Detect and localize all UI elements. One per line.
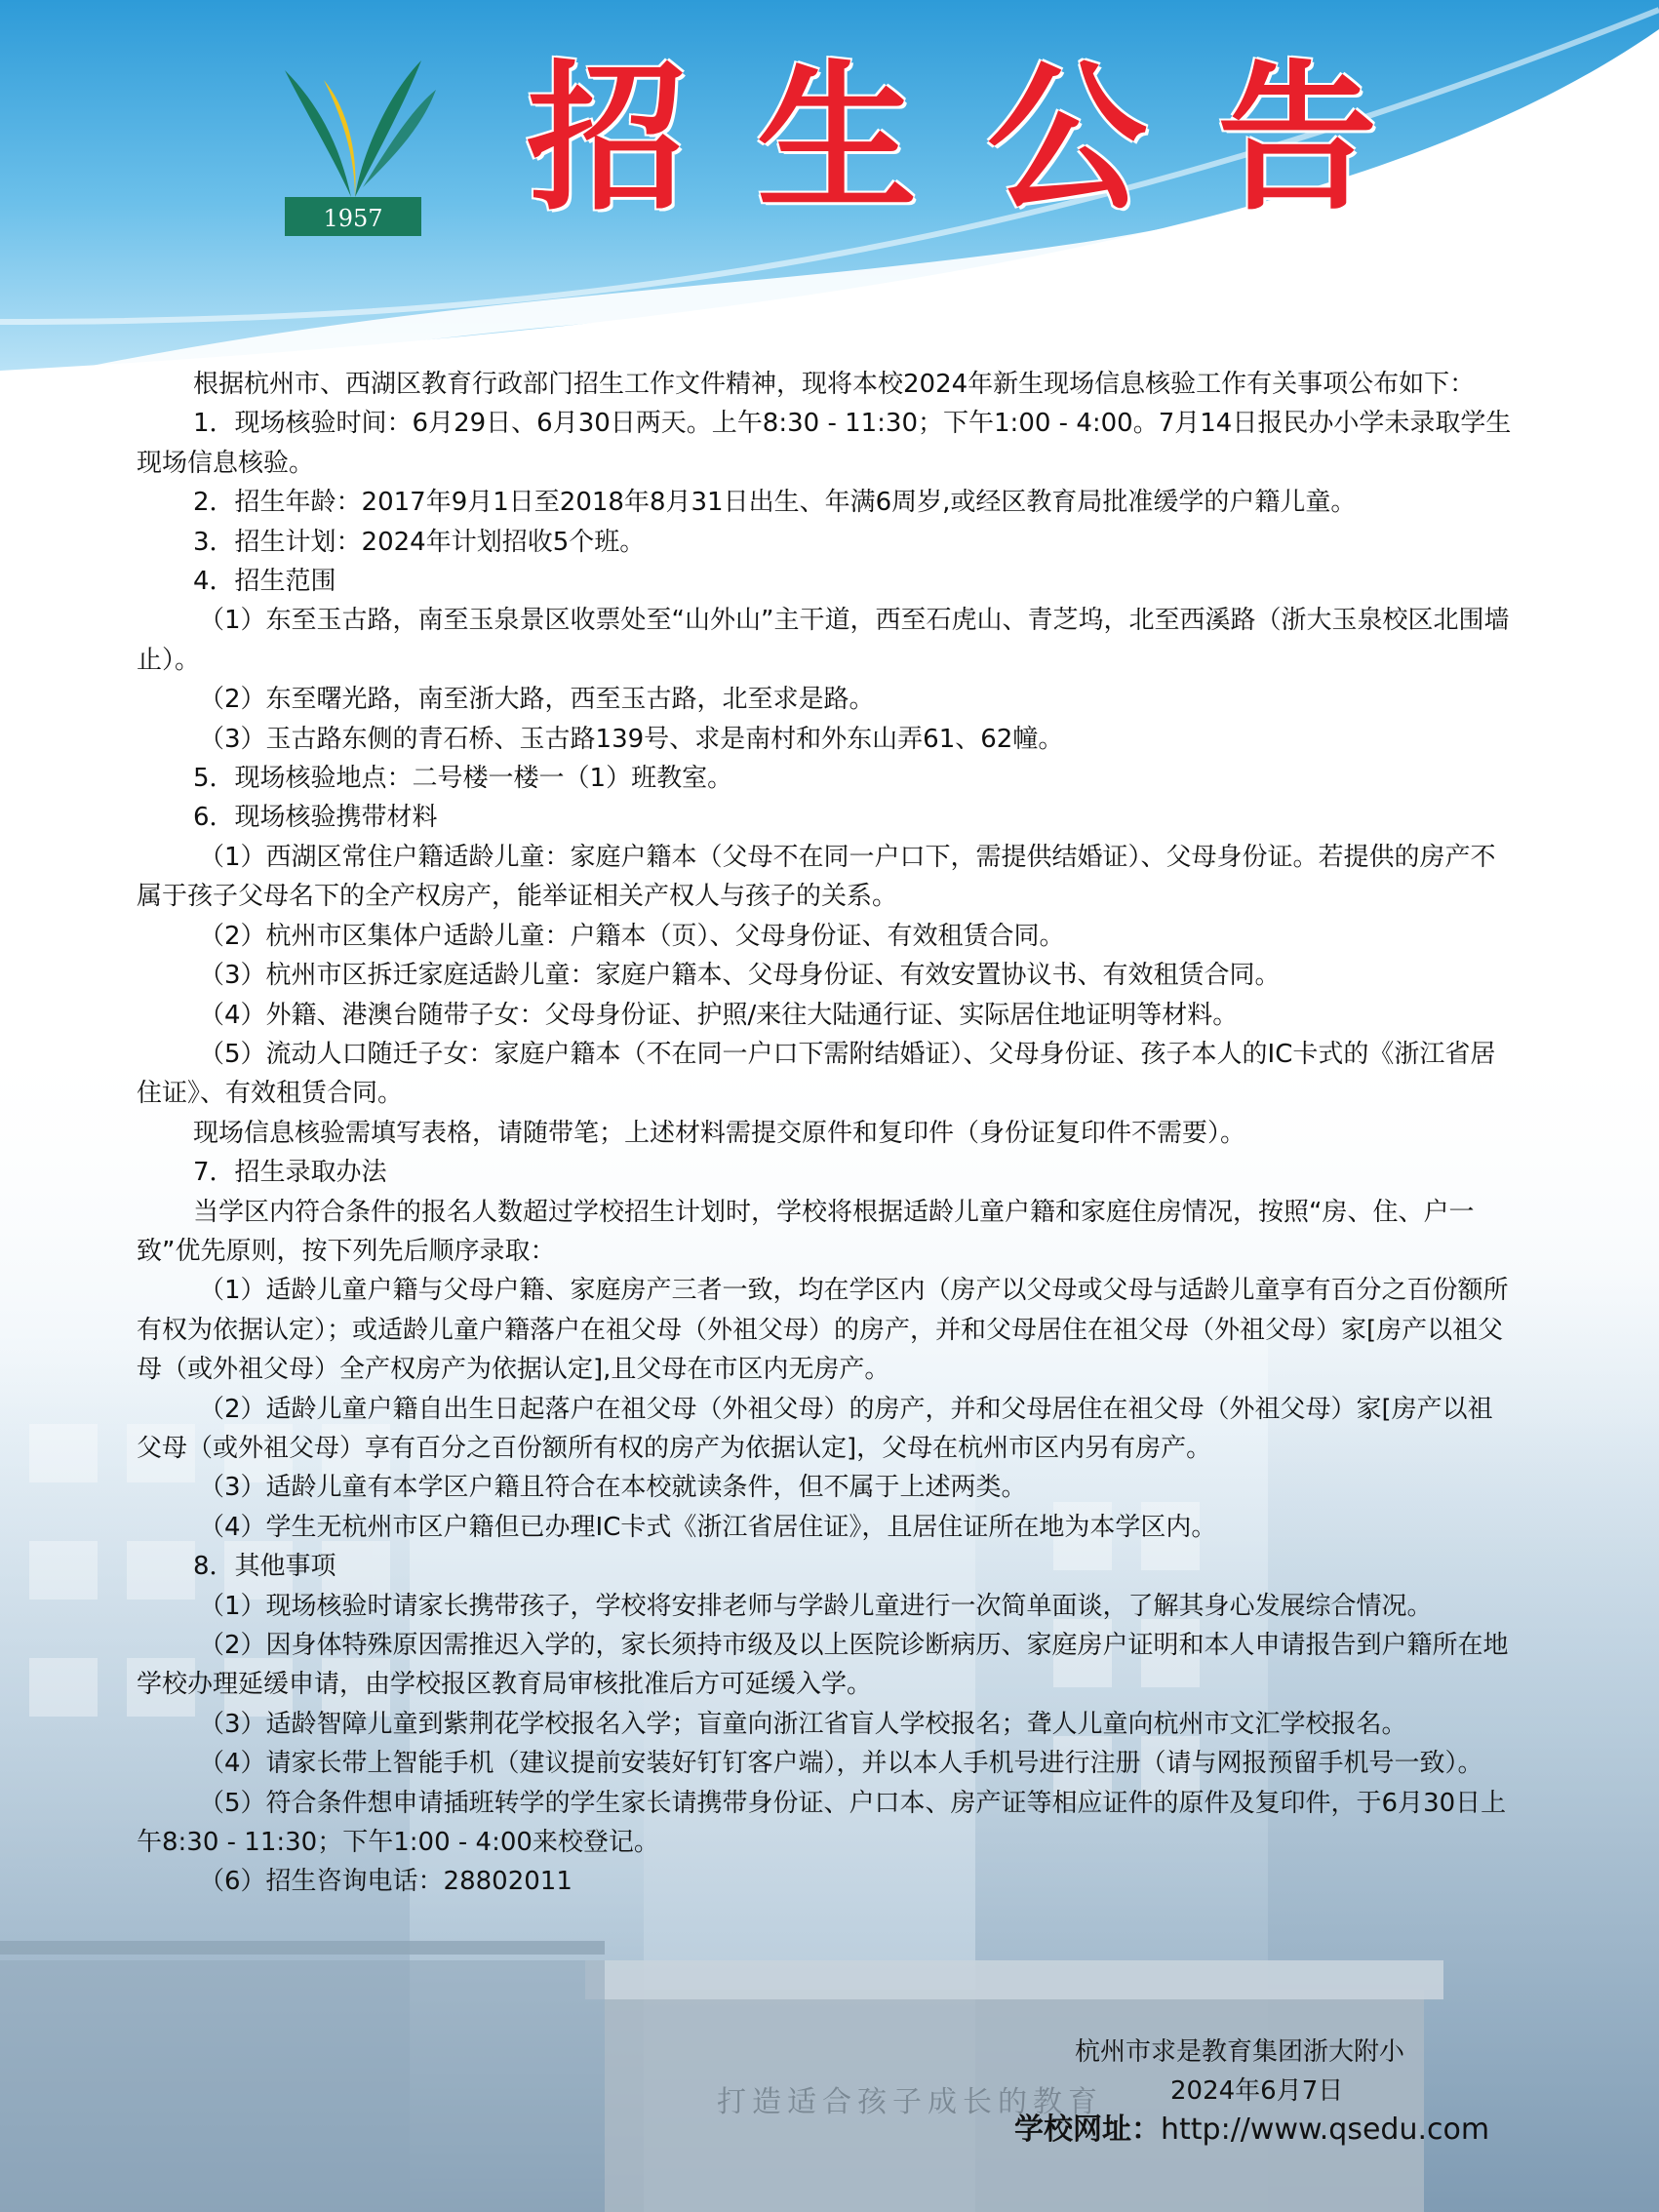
paragraph: （3）适龄儿童有本学区户籍且符合在本校就读条件，但不属于上述两类。 <box>199 1473 1027 1503</box>
paragraph: （4）外籍、港澳台随带子女：父母身份证、护照/来往大陆通行证、实际居住地证明等材料。 <box>199 1000 1239 1030</box>
paragraph: （3）玉古路东侧的青石桥、玉古路139号、求是南村和外东山弄61、62幢。 <box>199 724 1064 754</box>
paragraph: 现场信息核验需填写表格，请随带笔；上述材料需提交原件和复印件（身份证复印件不需要）。 <box>193 1118 1246 1148</box>
website-line <box>1014 2111 1521 2150</box>
paragraph: 5．现场核验地点：二号楼一楼一（1）班教室。 <box>193 764 733 794</box>
stone-slogan: 打造适合孩子成长的教育 <box>717 2085 1103 2119</box>
logo-year: 1957 <box>323 205 383 232</box>
paragraph: （5）符合条件想申请插班转学的学生家长请携带身份证、户口本、房产证等相应证件的原件及复印件，于6月30日上午8:30 - 11:30；下午1:00 - 4:00来校登记。 <box>137 1788 1507 1858</box>
paragraph: （2）杭州市区集体户适龄儿童：户籍本（页）、父母身份证、有效租赁合同。 <box>199 921 1065 951</box>
paragraph: 3．招生计划：2024年计划招收5个班。 <box>193 527 646 557</box>
paragraph: （4）学生无杭州市区户籍但已办理IC卡式《浙江省居住证》，且居住证所在地为本学区内。 <box>199 1512 1217 1542</box>
paragraph: （1）西湖区常住户籍适龄儿童：家庭户籍本（父母不在同一户口下，需提供结婚证）、父母身份证。若提供的房产不属于孩子父母名下的全产权房产，能举证相关产权人与孩子的关系。 <box>137 842 1496 912</box>
website-link[interactable]: http://www.qsedu.com <box>1161 2113 1490 2147</box>
paragraph: （2）适龄儿童户籍自出生日起落户在祖父母（外祖父母）的房产，并和父母居住在祖父母（外祖父母）家[房产以祖父母（或外祖父母）享有百分之百份额所有权的房产为依据认定]，父母在杭州市区内另有房产。 <box>137 1394 1493 1463</box>
paragraph: （1）现场核验时请家长携带孩子，学校将安排老师与学龄儿童进行一次简单面谈，了解其身心发展综合情况。 <box>199 1591 1433 1621</box>
paragraph: （3）适龄智障儿童到紫荆花学校报名入学；盲童向浙江省盲人学校报名；聋人儿童向杭州市文汇学校报名。 <box>199 1709 1407 1739</box>
paragraph: 7．招生录取办法 <box>193 1158 387 1188</box>
signature-block <box>1014 2033 1521 2150</box>
paragraph: （1）适龄儿童户籍与父母户籍、家庭房产三者一致，均在学区内（房产以父母或父母与适龄儿童享有百分之百份额所有权为依据认定）；或适龄儿童户籍落户在祖父母（外祖父母）的房产，并和父母居住在祖父母（外祖父母）家[房产以祖父母（或外祖父母）全产权房产为依据认定],且父母在市区内无房产。 <box>137 1276 1509 1385</box>
paragraph: 6．现场核验携带材料 <box>193 803 438 833</box>
signature-date: 2024年6月7日 <box>1170 2076 1344 2106</box>
paragraph: 根据杭州市、西湖区教育行政部门招生工作文件精神，现将本校2024年新生现场信息核验工作有关事项公布如下： <box>193 370 1476 399</box>
paragraph: （5）流动人口随迁子女：家庭户籍本（不在同一户口下需附结婚证）、父母身份证、孩子本人的IC卡式的《浙江省居住证》、有效租赁合同。 <box>137 1039 1496 1109</box>
website-label: 学校网址： <box>1014 2113 1161 2147</box>
paragraph: （3）杭州市区拆迁家庭适龄儿童：家庭户籍本、父母身份证、有效安置协议书、有效租赁合同。 <box>199 961 1281 991</box>
paragraph: 8．其他事项 <box>193 1552 336 1582</box>
paragraph: 1．现场核验时间：6月29日、6月30日两天。上午8:30 - 11:30；下午1:00 - 4:00。7月14日报民办小学未录取学生现场信息核验。 <box>137 409 1512 478</box>
paragraph: （6）招生咨询电话：28802011 <box>199 1867 573 1897</box>
signature-org: 杭州市求是教育集团浙大附小 <box>1075 2037 1405 2067</box>
paragraph: （4）请家长带上智能手机（建议提前安装好钉钉客户端），并以本人手机号进行注册（请与网报预留手机号一致）。 <box>199 1749 1483 1779</box>
paragraph: 当学区内符合条件的报名人数超过学校招生计划时，学校将根据适龄儿童户籍和家庭住房情况，按照“房、住、户一致”优先原则，按下列先后顺序录取： <box>137 1197 1475 1266</box>
poster-title: 招生公告 <box>527 46 1448 232</box>
paragraph: （2）因身体特殊原因需推迟入学的，家长须持市级及以上医院诊断病历、家庭房户证明和本人申请报告到户籍所在地学校办理延缓申请，由学校报区教育局审核批准后方可延缓入学。 <box>137 1631 1509 1700</box>
announcement-body <box>137 365 1514 1902</box>
paragraph: 2．招生年龄：2017年9月1日至2018年8月31日出生、年满6周岁,或经区教育局批准缓学的户籍儿童。 <box>193 488 1357 518</box>
paragraph: 4．招生范围 <box>193 567 336 597</box>
paragraph: （2）东至曙光路，南至浙大路，西至玉古路，北至求是路。 <box>199 685 875 715</box>
paragraph: （1）东至玉古路，南至玉泉景区收票处至“山外山”主干道，西至石虎山、青芝坞，北至西溪路（浙大玉泉校区北围墙止）。 <box>137 606 1510 675</box>
school-logo-icon <box>265 51 441 238</box>
